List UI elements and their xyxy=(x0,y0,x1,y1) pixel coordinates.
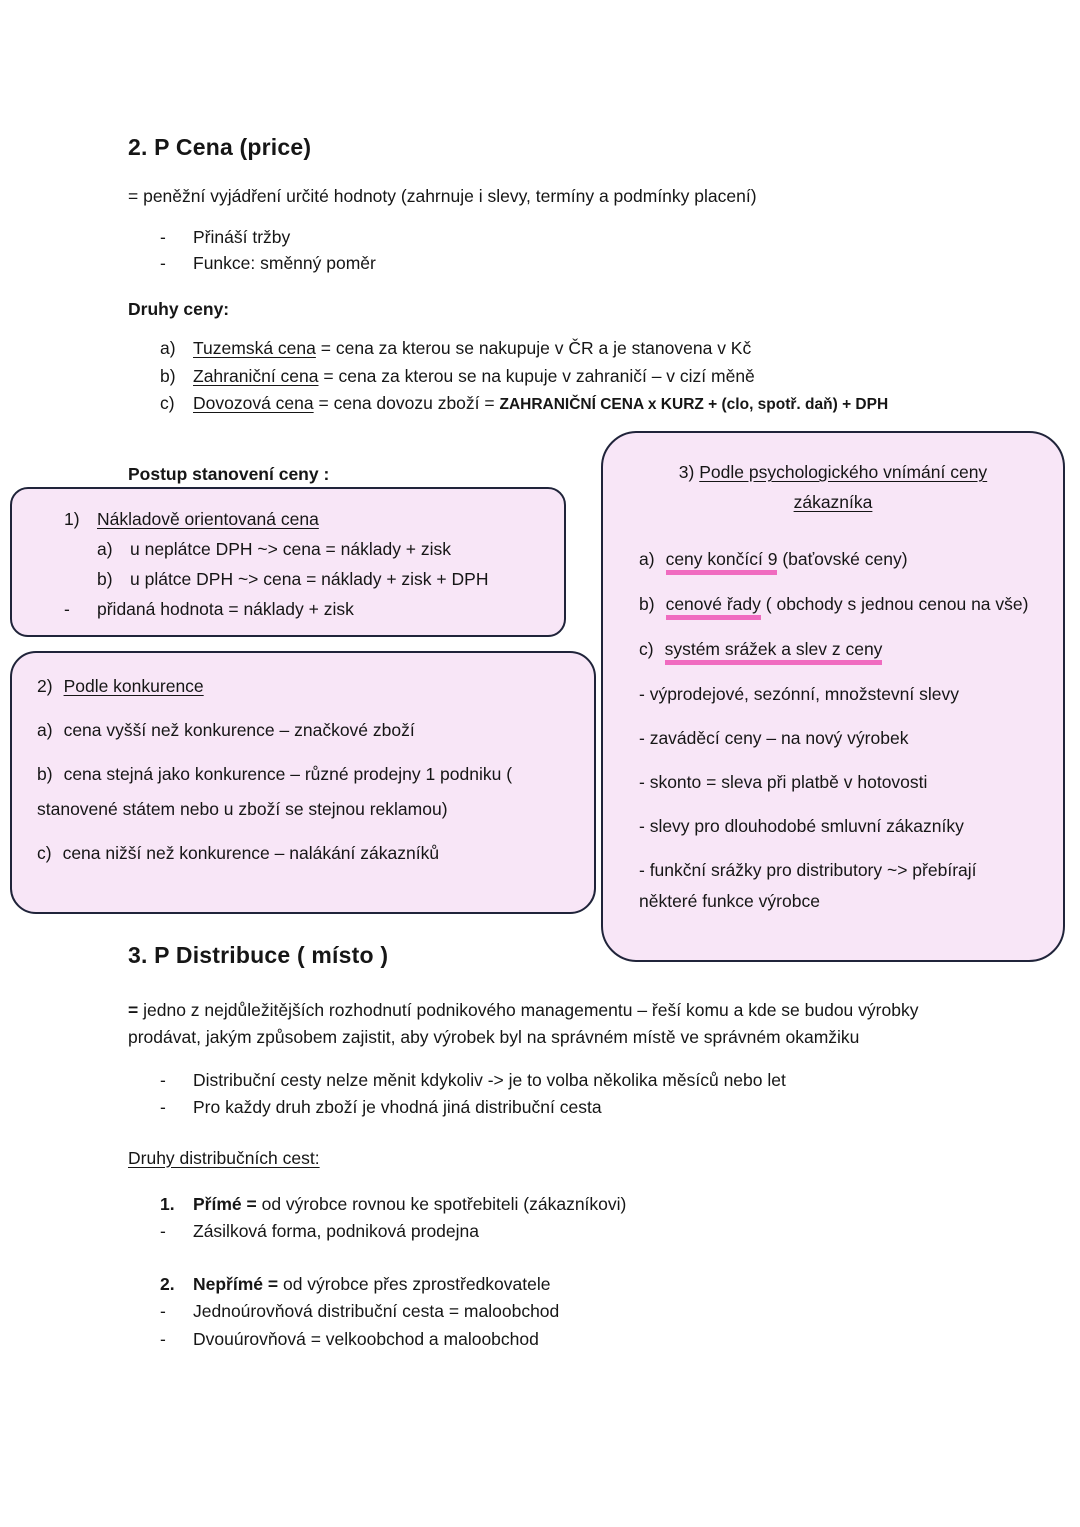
distribution-bullet-list xyxy=(160,1067,980,1122)
item-label: 1) xyxy=(64,509,80,529)
box-title: Podle konkurence xyxy=(63,676,204,696)
price-type-rest: = cena za kterou se na kupuje v zahraničí – v cizí měně xyxy=(323,365,755,386)
type-rest: od výrobce rovnou ke spotřebiteli (zákazníkovi) xyxy=(261,1193,627,1214)
price-procedure-heading: Postup stanovení ceny : xyxy=(128,463,330,484)
box-title-line: zákazníka xyxy=(793,492,873,512)
price-bullet-list xyxy=(160,224,980,276)
list-item-text: u neplátce DPH ~> cena = náklady + zisk xyxy=(130,539,452,559)
list-item-text: Distribuční cesty nelze měnit kdykoliv -> je to volba několika měsíců nebo let xyxy=(193,1069,786,1090)
list-item: - funkční srážky pro distributory ~> přebírají některé funkce výrobce xyxy=(639,860,977,911)
list-item xyxy=(639,633,1031,666)
import-price-formula: ZAHRANIČNÍ CENA x KURZ + (clo, spotř. daň) + DPH xyxy=(499,396,889,413)
list-item: - zaváděcí ceny – na nový výrobek xyxy=(639,728,909,748)
dash-bullet: - xyxy=(64,599,70,619)
price-type-rest: = cena za kterou se nakupuje v ČR a je stanovena v Kč xyxy=(320,338,752,358)
section-distribution xyxy=(128,938,980,1353)
dash-bullet: - xyxy=(160,1069,166,1090)
item-label: a) xyxy=(37,720,53,740)
box-content xyxy=(603,433,1063,917)
type-term: Nepřímé = xyxy=(193,1273,279,1294)
list-item xyxy=(37,836,538,871)
list-item-text: Zásilková forma, podniková prodejna xyxy=(193,1221,479,1242)
item-label: c) xyxy=(639,639,654,659)
list-item-text xyxy=(193,390,888,419)
list-item-text: Jednoúrovňová distribuční cesta = maloobchod xyxy=(193,1301,560,1322)
item-label: b) xyxy=(160,365,176,386)
box-title-line xyxy=(639,457,1027,487)
dash-bullet: - xyxy=(160,1328,166,1349)
list-item-text: cena stejná jako konkurence – různé prodejny 1 podniku ( stanovené státem nebo u zboží se stejnou reklamou) xyxy=(37,764,513,819)
price-type-term: Tuzemská cena xyxy=(193,338,316,358)
list-item: - výprodejové, sezónní, množstevní slevy xyxy=(639,684,960,704)
list-item-text: Přináší tržby xyxy=(193,226,291,247)
price-type-term: Zahraniční cena xyxy=(193,365,319,386)
distribution-type-indirect xyxy=(160,1271,980,1354)
price-section-title: 2. P Cena (price) xyxy=(128,134,312,160)
item-label: b) xyxy=(639,594,655,614)
box-title-row xyxy=(64,504,546,534)
list-item xyxy=(37,757,538,827)
list-item-text xyxy=(193,1271,550,1299)
highlighted-text: ceny končící 9 xyxy=(666,549,778,575)
distribution-type-direct xyxy=(160,1191,980,1246)
list-item: - slevy pro dlouhodobé smluvní zákazníky xyxy=(639,816,964,836)
list-item xyxy=(160,224,980,250)
list-item xyxy=(160,1271,980,1299)
item-label: a) xyxy=(639,549,655,569)
box-by-competition xyxy=(10,651,596,914)
highlighted-text: cenové řady xyxy=(666,594,761,620)
list-item xyxy=(160,1298,980,1326)
list-item xyxy=(639,543,1031,576)
list-item-text: u plátce DPH ~> cena = náklady + zisk + DPH xyxy=(130,569,489,589)
distribution-types-heading: Druhy distribučních cest: xyxy=(128,1147,320,1168)
dash-bullet: - xyxy=(160,1301,166,1322)
dash-bullet: - xyxy=(160,226,166,247)
price-type-rest: = cena dovozu zboží = xyxy=(318,393,495,413)
list-item xyxy=(160,363,980,391)
item-label: a) xyxy=(160,338,176,358)
price-type-term: Dovozová cena xyxy=(193,393,314,413)
distribution-section-title: 3. P Distribuce ( místo ) xyxy=(128,942,389,968)
list-item xyxy=(160,335,980,363)
dash-bullet: - xyxy=(160,252,166,273)
list-item xyxy=(639,588,1031,621)
price-definition: = peněžní vyjádření určité hodnoty (zahrnuje i slevy, termíny a podmínky placení) xyxy=(128,185,757,206)
type-rest: od výrobce přes zprostředkovatele xyxy=(282,1273,551,1294)
list-item xyxy=(160,1326,980,1354)
list-item-text: Pro každy druh zboží je vhodná jiná distribuční cesta xyxy=(193,1097,602,1117)
box-cost-oriented-price xyxy=(10,487,566,637)
distribution-definition xyxy=(128,997,966,1052)
item-label: b) xyxy=(97,569,113,589)
item-label: b) xyxy=(37,764,53,784)
type-term: Přímé = xyxy=(193,1193,257,1214)
list-item xyxy=(64,594,546,624)
list-item xyxy=(160,1067,980,1095)
list-item xyxy=(160,1094,980,1122)
box-content xyxy=(12,489,564,624)
list-item-text: cena nižší než konkurence – nalákání zákazníků xyxy=(62,843,440,863)
price-types-list xyxy=(160,335,980,419)
item-number: 2. xyxy=(160,1273,175,1294)
list-item xyxy=(160,1191,980,1219)
item-label: c) xyxy=(160,393,175,413)
equals-sign: = xyxy=(128,999,139,1020)
list-item-text xyxy=(193,363,755,391)
box-psychological-pricing xyxy=(601,431,1065,962)
definition-text: jedno z nejdůležitějších rozhodnutí podnikového managementu – řeší komu a kde se budou výrobky prodávat, jakým způsobem zajistit, aby výrobek byl na správném místě ve správném okamžiku xyxy=(128,999,919,1047)
list-item xyxy=(160,250,980,276)
item-label: c) xyxy=(37,843,52,863)
list-item xyxy=(160,390,980,419)
list-item-text: cena vyšší než konkurence – značkové zboží xyxy=(63,720,415,740)
item-label: 3) xyxy=(678,462,695,482)
list-item xyxy=(97,534,546,564)
list-item-text: Funkce: směnný poměr xyxy=(193,252,376,273)
list-item-text: Dvouúrovňová = velkoobchod a maloobchod xyxy=(193,1328,539,1349)
list-item-text xyxy=(193,335,751,363)
box-title: Podle psychologického vnímání ceny xyxy=(699,462,988,482)
box-title: Nákladově orientovaná cena xyxy=(97,509,319,529)
box-title-row xyxy=(37,669,538,704)
highlighted-text: systém srážek a slev z ceny xyxy=(665,639,883,665)
price-types-heading: Druhy ceny: xyxy=(128,298,230,319)
list-item-text: přidaná hodnota = náklady + zisk xyxy=(97,599,354,619)
dash-bullet: - xyxy=(160,1097,166,1117)
list-item xyxy=(97,564,546,594)
dash-bullet: - xyxy=(160,1221,166,1242)
list-item xyxy=(160,1218,980,1246)
list-item-text xyxy=(193,1191,626,1219)
list-item-text: (baťovské ceny) xyxy=(782,549,908,569)
list-item: - skonto = sleva při platbě v hotovosti xyxy=(639,772,928,792)
item-label: a) xyxy=(97,539,113,559)
list-item xyxy=(37,713,538,748)
item-label: 2) xyxy=(37,676,53,696)
list-item-text: ( obchody s jednou cenou na vše) xyxy=(765,594,1029,614)
item-number: 1. xyxy=(160,1193,175,1214)
discount-notes-list xyxy=(639,679,1031,917)
box-content xyxy=(12,653,594,871)
